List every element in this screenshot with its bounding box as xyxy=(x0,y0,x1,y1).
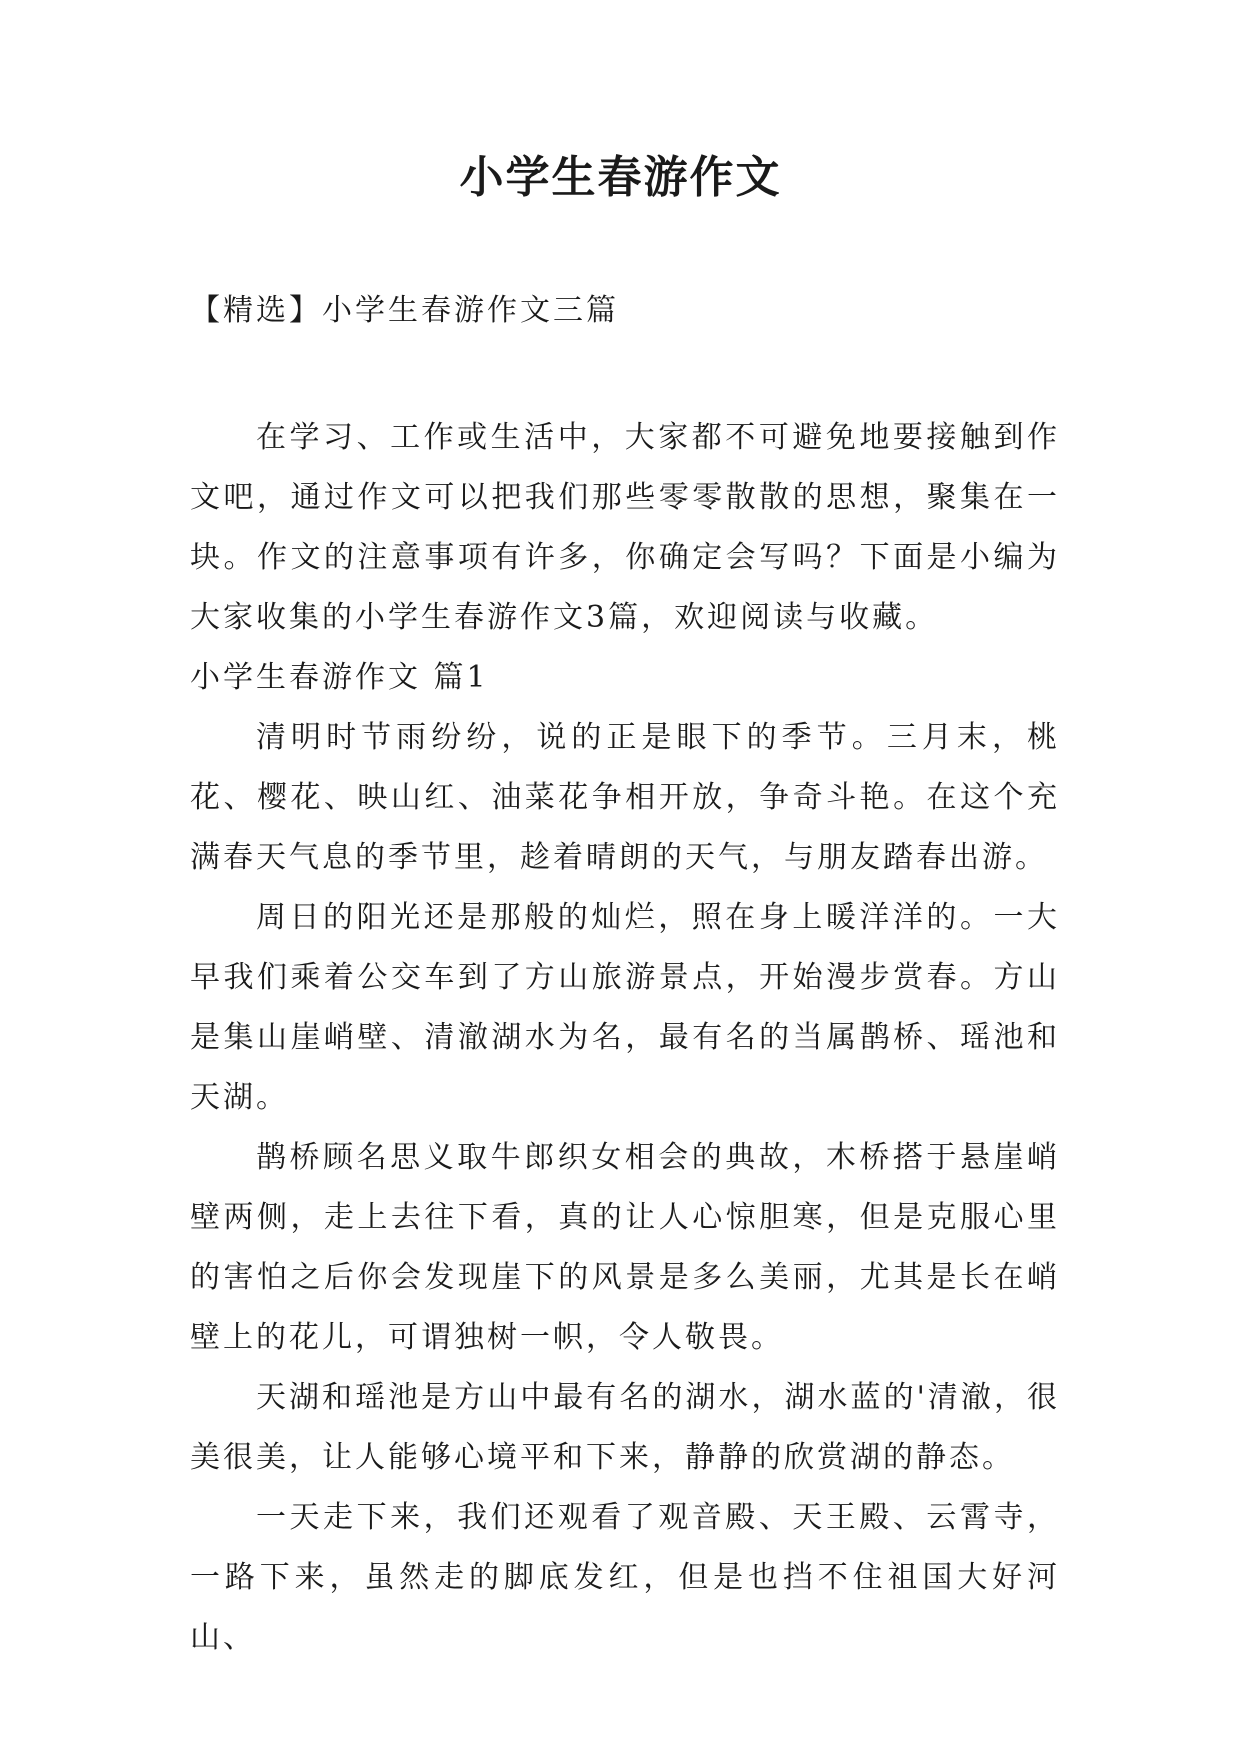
body-paragraph-2: 周日的阳光还是那般的灿烂，照在身上暖洋洋的。一大早我们乘着公交车到了方山旅游景点，开始漫步赏春。方山是集山崖峭壁、清澈湖水为名，最有名的当属鹊桥、瑶池和天湖。 xyxy=(190,900,1060,1115)
body-paragraph-3: 鹊桥顾名思义取牛郎织女相会的典故，木桥搭于悬崖峭壁两侧，走上去往下看，真的让人心惊胆寒，但是克服心里的害怕之后你会发现崖下的风景是多么美丽，尤其是长在峭壁上的花儿，可谓独树一帜，令人敬畏。 xyxy=(190,1140,1060,1355)
body-paragraph-5: 一天走下来，我们还观看了观音殿、天王殿、云霄寺，一路下来，虽然走的脚底发红，但是也挡不住祖国大好河山、 xyxy=(190,1500,1060,1655)
intro-paragraph: 在学习、工作或生活中，大家都不可避免地要接触到作文吧，通过作文可以把我们那些零零散散的思想，聚集在一块。作文的注意事项有许多，你确定会写吗？下面是小编为大家收集的小学生春游作文3篇，欢迎阅读与收藏。 xyxy=(190,420,1060,635)
page-title: 小学生春游作文 xyxy=(459,152,782,203)
section-heading: 小学生春游作文 篇1 xyxy=(190,660,489,695)
body-paragraph-1: 清明时节雨纷纷，说的正是眼下的季节。三月末，桃花、樱花、映山红、油菜花争相开放，争奇斗艳。在这个充满春天气息的季节里，趁着晴朗的天气，与朋友踏春出游。 xyxy=(190,720,1060,875)
body-paragraph-4: 天湖和瑶池是方山中最有名的湖水，湖水蓝的'清澈，很美很美，让人能够心境平和下来，静静的欣赏湖的静态。 xyxy=(190,1380,1060,1475)
document-subtitle: 【精选】小学生春游作文三篇 xyxy=(190,293,619,328)
document-body xyxy=(190,408,1060,1668)
